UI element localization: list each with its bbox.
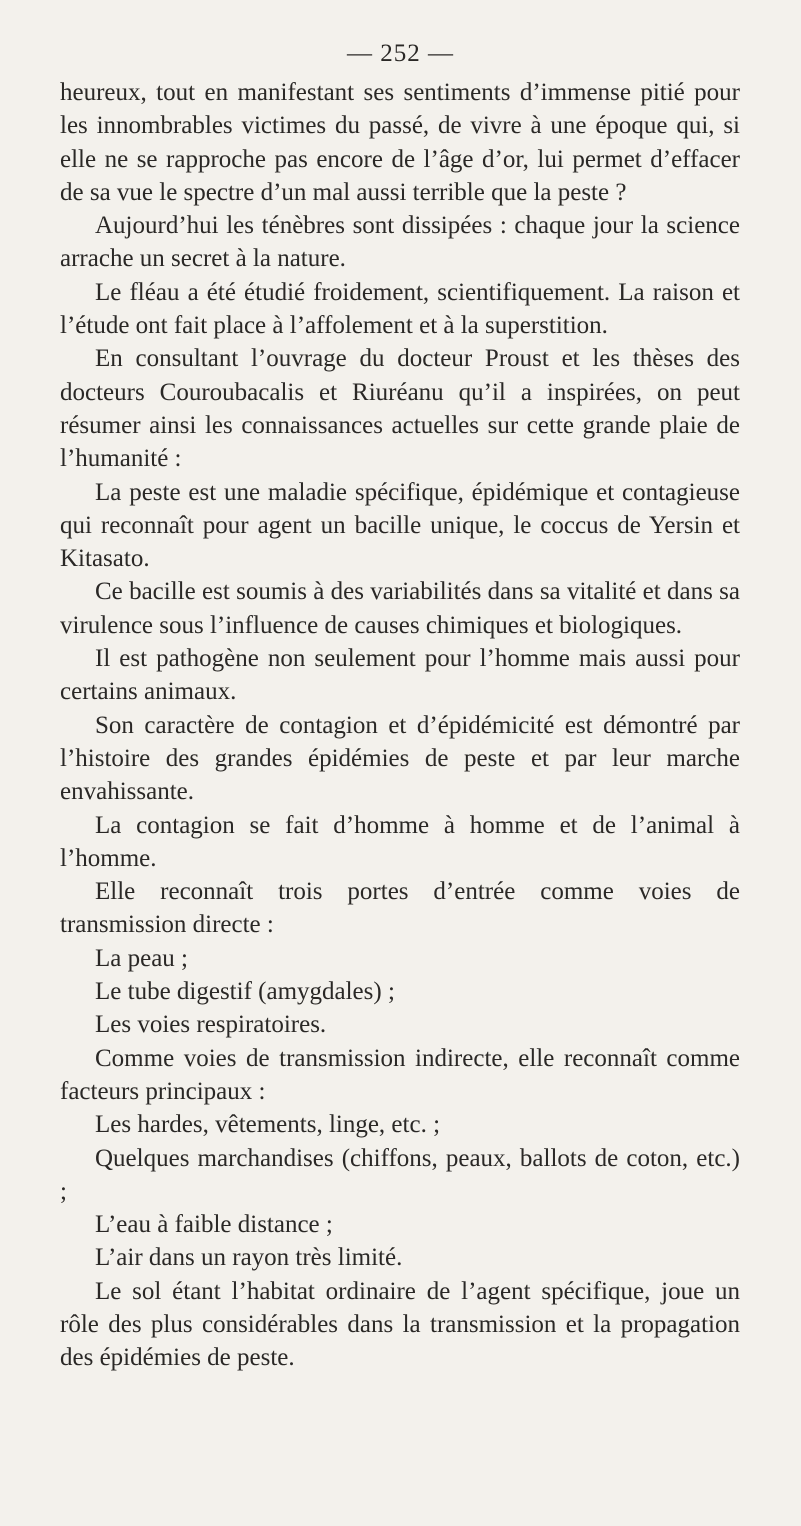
list-item: Les voies respiratoires. xyxy=(95,1011,327,1039)
paragraph: Comme voies de transmission indirecte, elle reconnaît comme facteurs principaux : xyxy=(60,1044,740,1105)
paragraph-continuation: heureux, tout en manifestant ses sentiments d’immense pitié pour les innombrables victimes du passé, de vivre à une époque qui, si elle ne se rapproche pas encore de l’âge d’or, lui permet d’effacer de sa vue le spectre d’un mal aussi terrible que la peste ? xyxy=(60,79,740,206)
paragraph: Il est pathogène non seulement pour l’homme mais aussi pour certains animaux. xyxy=(60,645,740,706)
list-item: Les hardes, vêtements, linge, etc. ; xyxy=(95,1111,441,1139)
list-item: Le tube digestif (amygdales) ; xyxy=(95,978,395,1006)
paragraph: En consultant l’ouvrage du docteur Proust et les thèses des docteurs Couroubacalis et Riuréanu qu’il a inspirées, on peut résumer ainsi les connaissances actuelles sur cette grande plaie de l’humanité : xyxy=(60,345,740,473)
paragraph: Elle reconnaît trois portes d’entrée comme voies de transmission directe : xyxy=(60,878,740,939)
page-number: — 252 — xyxy=(347,40,454,67)
list-item: Quelques marchandises (chiffons, peaux, ballots de coton, etc.) ; xyxy=(60,1144,740,1205)
paragraph: La peste est une maladie spécifique, épidémique et contagieuse qui reconnaît pour agent un bacille unique, le coccus de Yersin et Kitasato. xyxy=(60,478,740,573)
list-item: L’air dans un rayon très limité. xyxy=(95,1244,403,1272)
body-text xyxy=(60,76,740,1375)
paragraph: La contagion se fait d’homme à homme et de l’animal à l’homme. xyxy=(60,811,740,872)
paragraph: Aujourd’hui les ténèbres sont dissipées : chaque jour la science arrache un secret à la nature. xyxy=(60,212,740,273)
paragraph: Le fléau a été étudié froidement, scientifiquement. La raison et l’étude ont fait place à l’affolement et à la superstition. xyxy=(60,278,740,340)
paragraph: Son caractère de contagion et d’épidémicité est démontré par l’histoire des grandes épidémies de peste et par leur marche envahissante. xyxy=(60,711,740,806)
paragraph: Ce bacille est soumis à des variabilités dans sa vitalité et dans sa virulence sous l’influence de causes chimiques et biologiques. xyxy=(60,578,740,639)
paragraph: Le sol étant l’habitat ordinaire de l’agent spécifique, joue un rôle des plus considérables dans la transmission et la propagation des épidémies de peste. xyxy=(60,1277,740,1372)
list-item: La peau ; xyxy=(95,944,189,972)
list-item: L’eau à faible distance ; xyxy=(95,1211,333,1239)
